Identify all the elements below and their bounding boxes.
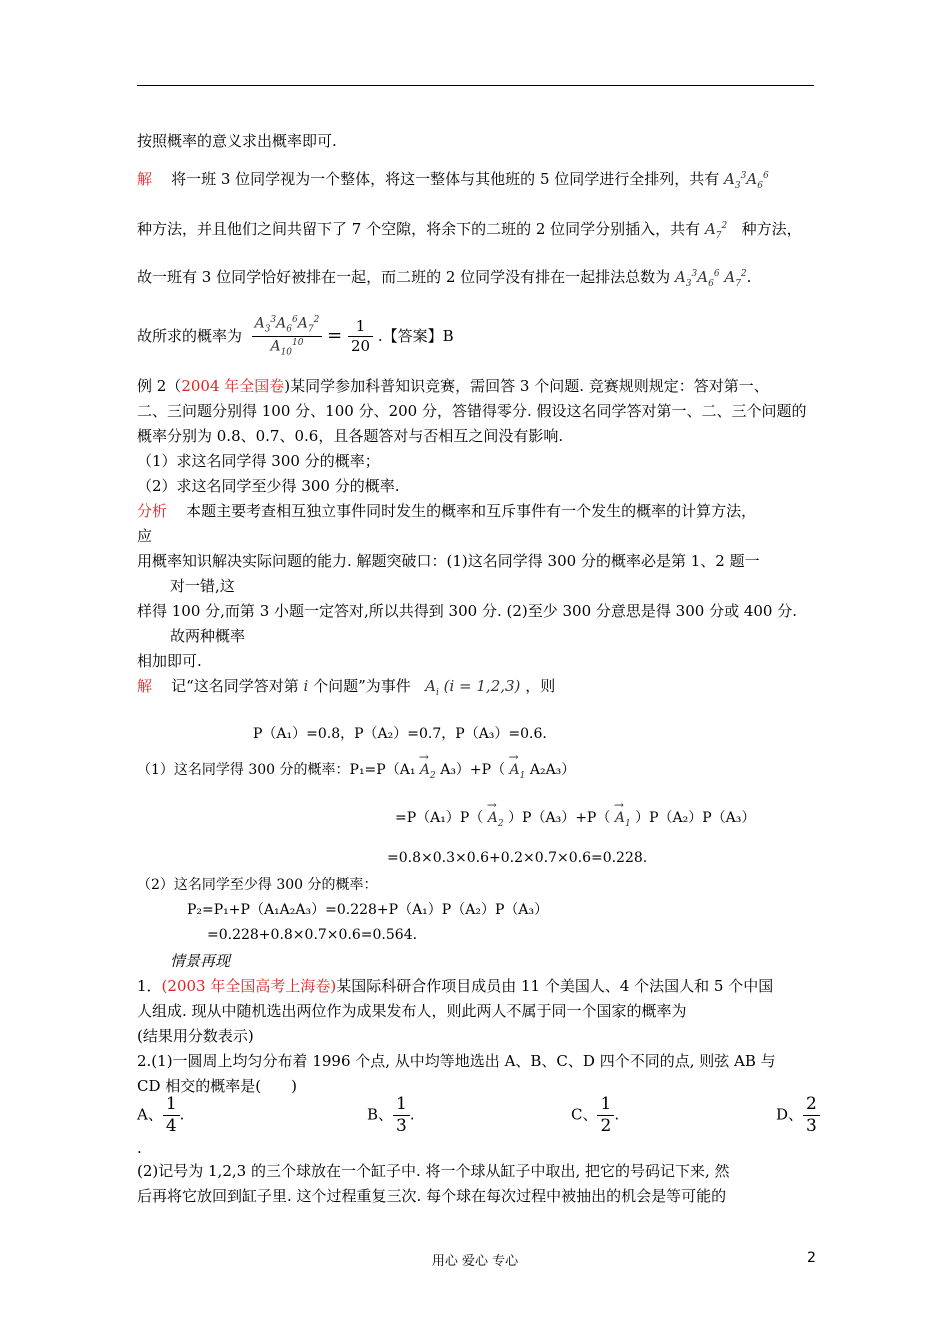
solution-label: 解 (137, 677, 153, 695)
formula: $A_7^2$ (704, 220, 728, 241)
text-line: 概率分别为 0.8、0.7、0.6，且各题答对与否相互之间没有影响. (137, 427, 564, 445)
formula: → $A_1$ (510, 760, 526, 786)
text-line (137, 216, 802, 246)
text: （1）这名同学得 300 分的概率：P₁=P（A₁ (137, 762, 416, 778)
option-d (776, 1096, 820, 1135)
text-line: 相加即可. (137, 652, 202, 670)
text-line: (结果用分数表示) (137, 1027, 254, 1045)
answer: .【答案】B (377, 326, 454, 345)
text: 本题主要考查相互独立事件同时发生的概率和互斥事件有一个发生的概率的计算方法， (186, 502, 757, 520)
fraction: $\frac{1}{20}$ (348, 319, 373, 354)
option-label: A、 (137, 1105, 163, 1124)
option-label: B、 (367, 1105, 394, 1124)
text: 种方法，并且他们之间共留下了 7 个空隙，将余下的二班的 2 位同学分别插入，共有 (137, 220, 701, 238)
text: ，则 (525, 677, 556, 695)
probability-line: 故所求的概率为 $\frac{A_3^3A_6^6A_7^2}{A_{10}^{10}}$ = $\frac{1}{20}$ .【答案】B (137, 315, 454, 358)
solution-label: 解 (137, 170, 153, 188)
text-line: 按照概率的意义求出概率即可. (137, 132, 337, 150)
question: （1）求这名同学得 300 分的概率； (137, 452, 380, 470)
formula: $A_3^3A_6^6$ $A_7^2$ (674, 268, 747, 289)
fraction: $\frac{1}{3}$ (393, 1096, 410, 1135)
text-line: 对一错,这 (170, 577, 235, 595)
text: 个问题”为事件 (313, 677, 411, 695)
text-line (137, 760, 575, 786)
formula: $A_i$ (i = 1,2,3) (425, 677, 521, 698)
formula: $A_3^3A_6^6$ (724, 170, 769, 191)
option-a: A、 $\frac{1}{4}$ . (137, 1094, 185, 1136)
text-line: 故两种概率 (170, 627, 246, 645)
solution-line (137, 676, 555, 703)
header-rule (137, 85, 814, 86)
example-label: 例 2（ (137, 377, 182, 395)
text: 种方法， (741, 220, 802, 238)
solution-line (137, 166, 769, 196)
text-line: 2.(1)一圆周上均匀分布着 1996 个点, 从中均等地选出 A、B、C、D 四个不同的点, 则弦 AB 与 (137, 1052, 776, 1070)
option-label: C、 (571, 1105, 598, 1124)
formula: → $A_1$ (615, 808, 631, 834)
text-line: . (137, 1139, 142, 1157)
text-line: 人组成. 现从中随机选出两位作为成果发布人，则此两人不属于同一个国家的概率为 (137, 1002, 687, 1020)
analysis-line (137, 501, 756, 521)
page-footer: 用心 爱心 专心 (431, 1254, 519, 1269)
formula: → $A_2$ (420, 760, 436, 786)
source: 2004 年全国卷 (181, 377, 285, 395)
text: 故一班有 3 位同学恰好被排在一起，而二班的 2 位同学没有排在一起排法总数为 (137, 268, 671, 286)
text: 将一班 3 位同学视为一个整体，将这一整体与其他班的 5 位同学进行全排列，共有 (171, 170, 720, 188)
question: （2）求这名同学至少得 300 分的概率. (137, 477, 400, 495)
option-c: C、 $\frac{1}{2}$ . (571, 1094, 620, 1136)
text: 故所求的概率为 (137, 326, 243, 345)
source: (2003 年全国高考上海卷) (161, 977, 337, 995)
fraction: $\frac{1}{4}$ (163, 1096, 180, 1135)
text-line: 样得 100 分,而第 3 小题一定答对,所以共得到 300 分. (2)至少 300 分意思是得 300 分或 400 分. (137, 602, 798, 620)
text: =P（A₁）P（ (395, 810, 484, 826)
text: A₂A₃） (529, 762, 576, 778)
option-label: D、 (776, 1105, 804, 1124)
text: ）P（A₂）P（A₃） (635, 810, 756, 826)
formula: → $A_2$ (488, 808, 504, 834)
formula: i (303, 677, 309, 695)
text-line: 用概率知识解决实际问题的能力. 解题突破口：(1)这名同学得 300 分的概率必是第 1、2 题一 (137, 552, 760, 570)
text-line (137, 976, 773, 996)
text: 1． (137, 977, 162, 995)
text: )某同学参加科普知识竞赛，需回答 3 个问题. 竞赛规则规定：答对第一、 (284, 377, 769, 395)
text-line: 后再将它放回到缸子里. 这个过程重复三次. 每个球在每次过程中被抽出的机会是等可能的 (137, 1187, 727, 1205)
text-line (395, 808, 755, 834)
text-line: =0.8×0.3×0.6+0.2×0.7×0.6=0.228. (387, 850, 648, 866)
text-line: 二、三问题分别得 100 分、100 分、200 分，答错得零分. 假设这名同学答对第一、二、三个问题的 (137, 402, 807, 420)
text: 记“这名同学答对第 (171, 677, 299, 695)
section-title: 情景再现 (170, 952, 231, 970)
text-line: （2）这名同学至少得 300 分的概率： (137, 877, 378, 893)
text-line: CD 相交的概率是( ) (137, 1077, 297, 1095)
text-line: =0.228+0.8×0.7×0.6=0.564. (207, 927, 418, 943)
text: A₃）+P（ (440, 762, 506, 778)
text-line: P₂=P₁+P（A₁A₂A₃）=0.228+P（A₁）P（A₂）P（A₃） (187, 902, 549, 918)
option-b: B、 $\frac{1}{3}$ . (367, 1094, 415, 1136)
fraction: $\frac{A_3^3A_6^6A_7^2}{A_{10}^{10}}$ (252, 316, 323, 358)
fraction: $\frac{1}{2}$ (597, 1096, 614, 1135)
text: ）P（A₃）+P（ (508, 810, 611, 826)
text-line: P（A₁）=0.8，P（A₂）=0.7，P（A₃）=0.6. (253, 726, 547, 742)
example-line (137, 376, 769, 396)
analysis-label: 分析 (137, 502, 168, 520)
text-line: 故一班有 3 位同学恰好被排在一起，而二班的 2 位同学没有排在一起排法总数为 $A_3^3A_6^6$ $A_7^2$. (137, 268, 752, 289)
text-line: (2)记号为 1,2,3 的三个球放在一个缸子中. 将一个球从缸子中取出, 把它的号码记下来, 然 (137, 1162, 730, 1180)
fraction: $\frac{2}{3}$ (803, 1096, 820, 1135)
page-number: 2 (807, 1250, 816, 1266)
text: 某国际科研合作项目成员由 11 个美国人、4 个法国人和 5 个中国 (336, 977, 774, 995)
text-line: 应 (137, 527, 153, 545)
